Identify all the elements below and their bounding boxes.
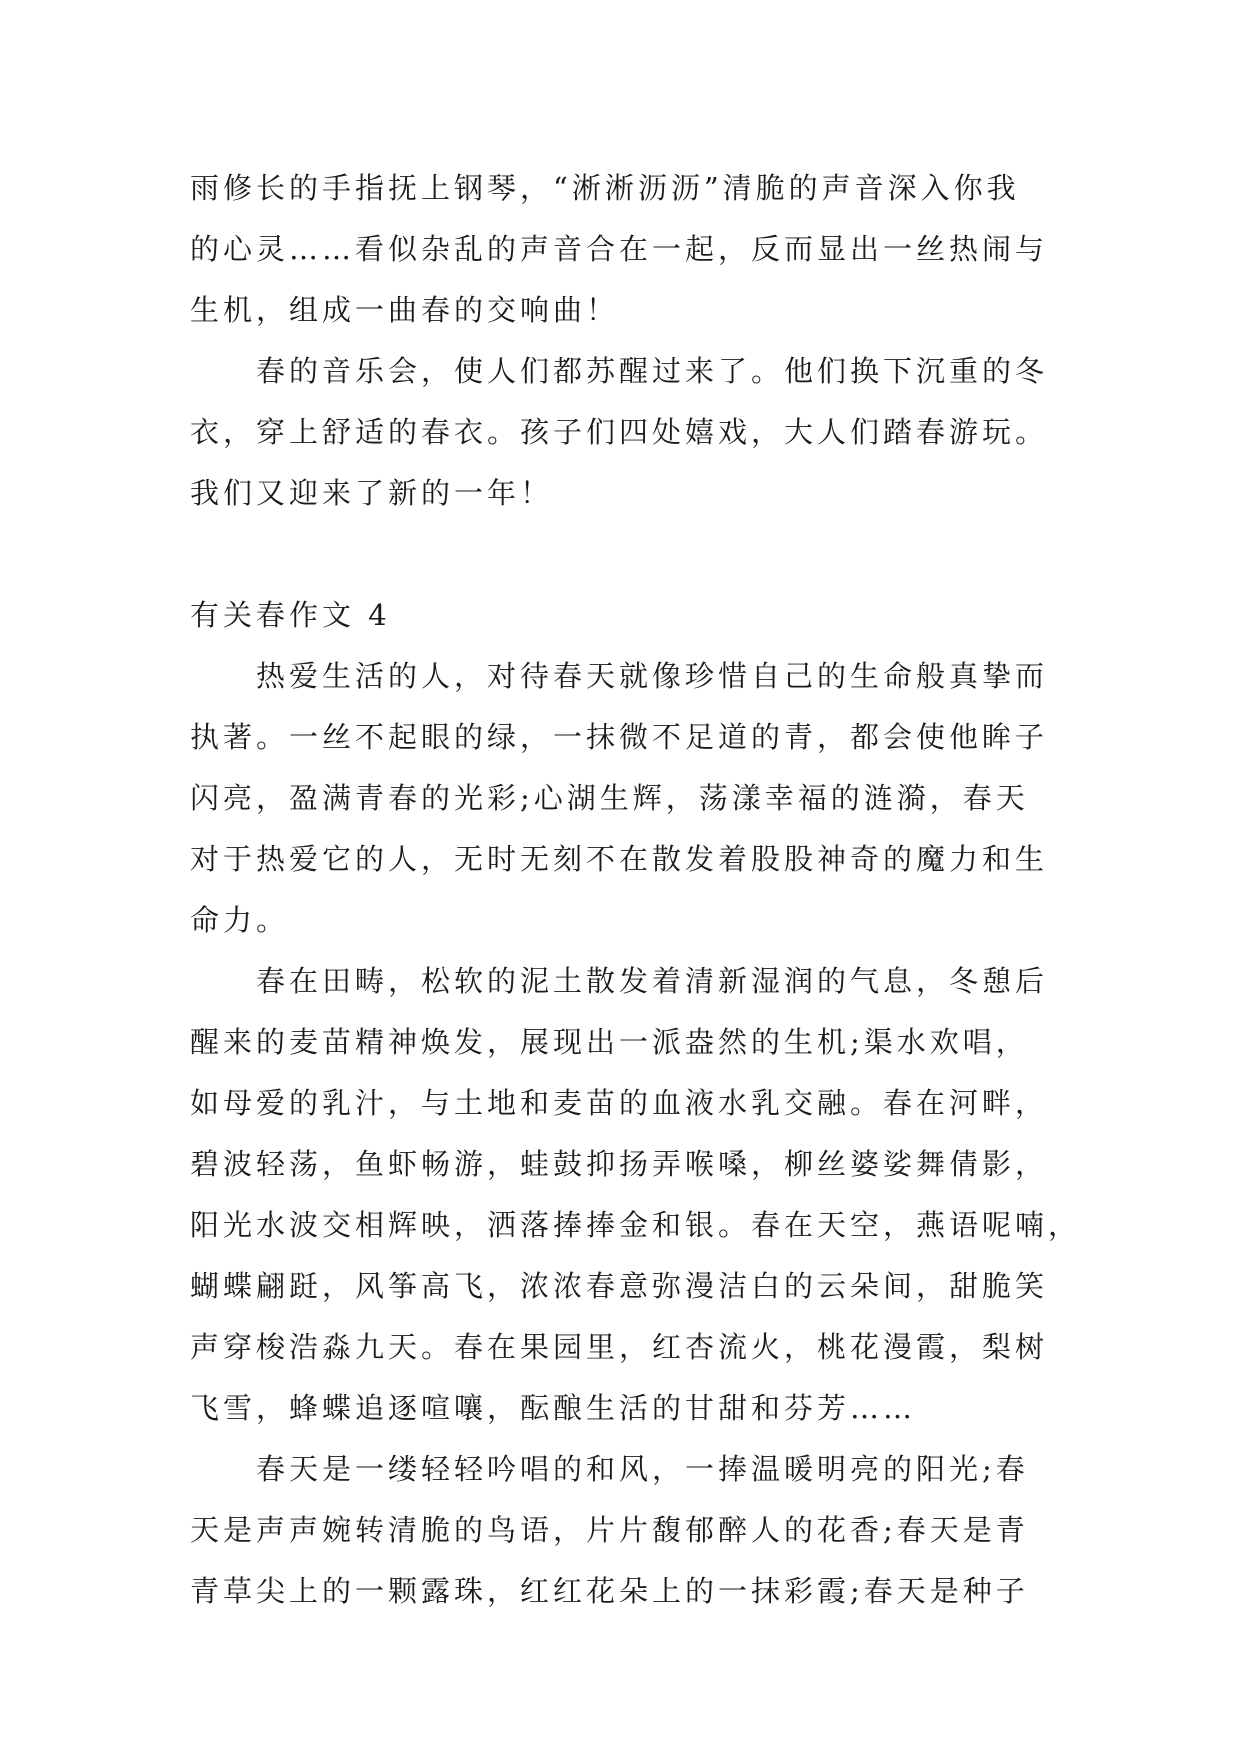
text-line: 阳光水波交相辉映，洒落捧捧金和银。春在天空，燕语呢喃， <box>190 1208 1082 1242</box>
text-line: 命力。 <box>190 903 290 937</box>
text-line: 我们又迎来了新的一年！ <box>190 476 554 510</box>
paragraph-2 <box>190 341 1070 524</box>
text-line: 闪亮，盈满青春的光彩;心湖生辉，荡漾幸福的涟漪，春天 <box>190 781 1029 815</box>
text-line: 春在田畴，松软的泥土散发着清新湿润的气息，冬憩后 <box>256 964 1049 998</box>
text-line: 蝴蝶翩跹，风筝高飞，浓浓春意弥漫洁白的云朵间，甜脆笑 <box>190 1269 1049 1303</box>
text-line: 飞雪，蜂蝶追逐喧嚷，酝酿生活的甘甜和芬芳…… <box>190 1391 917 1425</box>
text-line: 春的音乐会，使人们都苏醒过来了。他们换下沉重的冬 <box>256 354 1049 388</box>
section-title: 有关春作文 4 <box>190 598 391 632</box>
text-line: 执著。一丝不起眼的绿，一抹微不足道的青，都会使他眸子 <box>190 720 1049 754</box>
document-body <box>190 158 1082 1622</box>
text-line: 雨修长的手指抚上钢琴，“淅淅沥沥”清脆的声音深入你我 <box>190 171 1020 205</box>
text-line: 青草尖上的一颗露珠，红红花朵上的一抹彩霞;春天是种子 <box>190 1574 1029 1608</box>
section-paragraph-1 <box>190 646 1070 951</box>
text-line: 热爱生活的人，对待春天就像珍惜自己的生命般真挚而 <box>256 659 1049 693</box>
text-line: 的心灵……看似杂乱的声音合在一起，反而显出一丝热闹与 <box>190 232 1049 266</box>
text-line: 如母爱的乳汁，与土地和麦苗的血液水乳交融。春在河畔， <box>190 1086 1049 1120</box>
section-paragraph-3 <box>190 1439 1070 1622</box>
text-line: 对于热爱它的人，无时无刻不在散发着股股神奇的魔力和生 <box>190 842 1049 876</box>
text-line: 衣，穿上舒适的春衣。孩子们四处嬉戏，大人们踏春游玩。 <box>190 415 1049 449</box>
text-line: 天是声声婉转清脆的鸟语，片片馥郁醉人的花香;春天是青 <box>190 1513 1029 1547</box>
section-paragraph-2 <box>190 951 1082 1439</box>
text-line: 春天是一缕轻轻吟唱的和风，一捧温暖明亮的阳光;春 <box>256 1452 1029 1486</box>
text-line: 碧波轻荡，鱼虾畅游，蛙鼓抑扬弄喉嗓，柳丝婆娑舞倩影， <box>190 1147 1049 1181</box>
paragraph-1 <box>190 158 1070 341</box>
text-line: 声穿梭浩淼九天。春在果园里，红杏流火，桃花漫霞，梨树 <box>190 1330 1049 1364</box>
text-line: 醒来的麦苗精神焕发，展现出一派盎然的生机;渠水欢唱， <box>190 1025 1029 1059</box>
text-line: 生机，组成一曲春的交响曲！ <box>190 293 620 327</box>
